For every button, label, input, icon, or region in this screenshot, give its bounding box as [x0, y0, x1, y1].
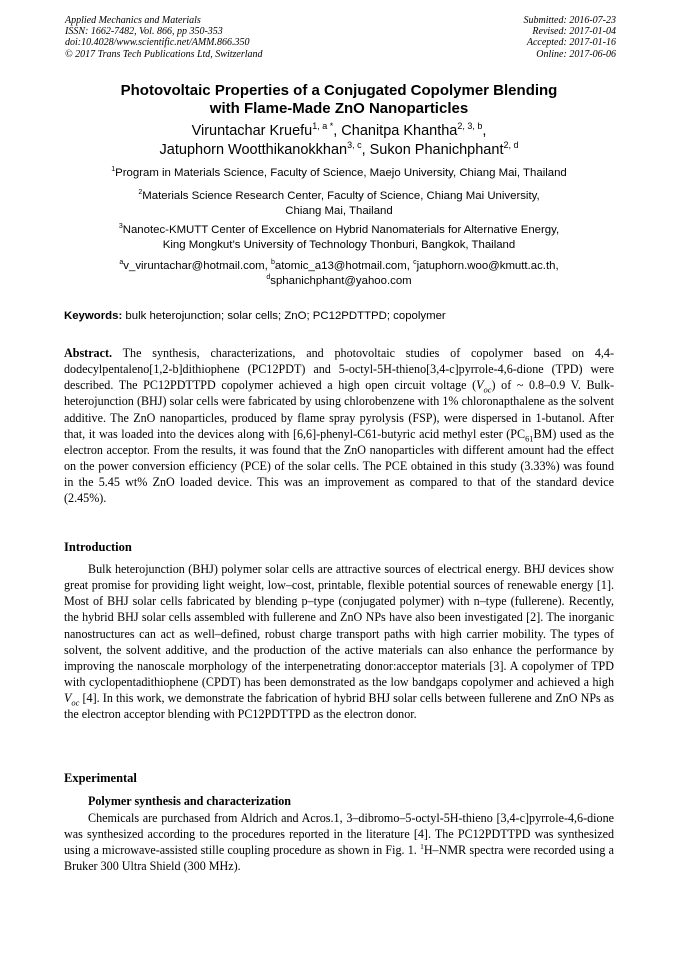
affil-text: King Mongkut’s University of Technology Thonburi, Bangkok, Thailand	[162, 239, 516, 251]
author-name: Sukon Phanichphant	[369, 141, 504, 158]
affiliation-2	[60, 189, 618, 219]
introduction-text: Bulk heterojunction (BHJ) polymer solar cells are attractive sources of electrical energy. BHJ devices show great promise for providing light weight, low–cost, printable, flexible potential sources of renewable energy [1]. Most of BHJ solar cells fabricated by blending p–type (conjugated polymer) with n–type (fullerene). Recently, the hybrid BHJ solar cells assembled with fullerene and ZnO NPs have also been investigated [2]. The inorganic nanostructures can act as well–defined, robust charge transport paths with high carrier mobility. The types of solvent, the solvent additive, and the production of the active materials can also enhance the performance by improving the nanoscale morphology of the interpenetrating donor:acceptor materials [3]. A copolymer of TPD with cyclopentadithiophene (CPDT) has been demonstrated as the low bandgaps copolymer and achieved a high	[64, 562, 614, 690]
author-affil-mark: 2, 3, b	[457, 121, 483, 132]
email-list	[60, 259, 618, 289]
journal-name: Applied Mechanics and Materials	[65, 15, 201, 26]
journal-header	[65, 15, 263, 60]
author-name: Jatuphorn Wootthikanokkhan	[159, 141, 348, 158]
title-line-2: with Flame-Made ZnO Nanoparticles	[209, 100, 469, 117]
symbol-subscript: oc	[483, 384, 492, 395]
symbol-v: V	[476, 378, 484, 393]
affil-number: 2	[138, 189, 143, 197]
email-mark: b	[270, 259, 275, 267]
date-online: Online: 2017-06-06	[536, 48, 616, 60]
affil-text: Program in Materials Science, Faculty of Science, Maejo University, Chiang Mai, Thailand	[115, 167, 567, 179]
experimental-text: H–NMR spectra were recorded using a Bruker 300 Ultra Shield (300 MHz).	[64, 843, 614, 874]
dates-header	[524, 15, 617, 60]
author-affil-mark: 1, a *	[312, 121, 334, 132]
abstract-text: ) of ~ 0.8–0.9 V. Bulk-heterojunction (BHJ) solar cells were fabricated by using chlorobenzene with 1% chloronapthalene as the solvent additive. The ZnO nanoparticles, produced by flame spray pyrolysis (FSP), were dispersed in 1-butanol. After that, it was loaded into the devices along with [6,6]-phenyl-C61-butyric acid methyl ester (PC	[64, 378, 614, 441]
author-name: Viruntachar Kruefu	[191, 123, 313, 139]
experimental-body	[64, 810, 614, 875]
symbol-subscript: oc	[71, 697, 80, 708]
nmr-superscript: 1	[420, 842, 424, 852]
section-heading-introduction: Introduction	[64, 540, 132, 554]
author-list	[60, 122, 618, 159]
experimental-text: Chemicals are purchased from Aldrich and Acros.1, 3–dibromo–5-octyl-5H-thieno [3,4-c]pyrrole-4,6-dione was synthesized according to the procedures reported in the literature [4]. The PC12PDTTPD was synthesized using a microwave-assisted stille coupling procedure as shown in Fig. 1.	[64, 811, 614, 858]
author-line-2: Jatuphorn Wootthikanokkhan$^{3, c}$, Sukon Phanichphant$^{2, d}$	[159, 139, 519, 158]
email-mark: a	[119, 259, 124, 267]
subsection-heading-polymer-synthesis: Polymer synthesis and characterization	[88, 794, 291, 808]
email-address[interactable]: atomic_a13@hotmail.com,	[274, 260, 414, 272]
date-revised: Revised: 2017-01-04	[532, 26, 616, 38]
author-affil-mark: 3, c	[347, 139, 362, 150]
affil-text: Materials Science Research Center, Faculty of Science, Chiang Mai University,	[142, 190, 540, 202]
abstract-text: The synthesis, characterizations, and photovoltaic studies of copolymer based on 4,4-dodecylpentaleno[1,2-b]dithiophene (PC12PDT) and 5-octyl-5H-thieno[3,4-c]pyrrole-4,6-dione (TPD) were described. The PC12PDTTPD copolymer achieved a high open circuit voltage (	[64, 346, 614, 393]
keywords-label: Keywords:	[64, 310, 123, 322]
abstract-label: Abstract.	[64, 346, 113, 360]
date-submitted: Submitted: 2016-07-23	[523, 15, 616, 26]
author-affil-mark: 2, d	[503, 139, 519, 150]
abstract-text: BM) used as the electron acceptor. From the results, it was found that the ZnO nanoparticles with different amount had the effect on the power conversion efficiency (PCE) of the solar cells. The PCE obtained in this study (3.33%) was found in the 5.45 wt% ZnO loaded device. This was an improvement as compared to that of the standard device (2.45%).	[64, 426, 614, 506]
introduction-body	[64, 561, 614, 723]
journal-copyright: © 2017 Trans Tech Publications Ltd, Switzerland	[65, 48, 263, 60]
affil-number: 1	[111, 166, 116, 174]
section-heading-experimental: Experimental	[64, 771, 137, 785]
symbol-v: V	[64, 691, 72, 706]
journal-doi: doi:10.4028/www.scientific.net/AMM.866.350	[65, 37, 250, 49]
date-accepted: Accepted: 2017-01-16	[526, 37, 616, 49]
journal-issn: ISSN: 1662-7482, Vol. 866, pp 350-353	[65, 26, 223, 38]
author-line-1: Viruntachar Kruefu$^{1, a *}$, Chanitpa Khantha$^{2, 3, b}$,	[191, 121, 487, 139]
paper-title	[60, 82, 618, 118]
symbol-subscript: 61	[525, 433, 534, 444]
introduction-text: [4]. In this work, we demonstrate the fabrication of hybrid BHJ solar cells between fullerene and ZnO NPs as the electron acceptor blending with PC12PDTTPD as the electron donor.	[64, 691, 614, 722]
affil-text: Nanotec-KMUTT Center of Excellence on Hybrid Nanomaterials for Alternative Energy,	[122, 224, 560, 236]
title-line-1: Photovoltaic Properties of a Conjugated Copolymer Blending	[120, 82, 558, 99]
abstract	[64, 345, 614, 507]
email-address[interactable]: v_viruntachar@hotmail.com,	[123, 260, 271, 272]
email-address[interactable]: sphanichphant@yahoo.com	[270, 275, 412, 287]
email-address[interactable]: jatuphorn.woo@kmutt.ac.th,	[416, 260, 559, 272]
email-mark: c	[413, 259, 417, 267]
affil-text: Chiang Mai, Thailand	[285, 205, 393, 217]
affiliation-1	[60, 166, 618, 181]
email-mark: d	[266, 274, 271, 282]
author-name: Chanitpa Khantha	[341, 123, 458, 139]
keywords-text: bulk heterojunction; solar cells; ZnO; PC12PDTTPD; copolymer	[122, 310, 446, 322]
affil-number: 3	[118, 223, 123, 231]
keywords	[64, 309, 624, 324]
affiliation-3	[60, 223, 618, 253]
